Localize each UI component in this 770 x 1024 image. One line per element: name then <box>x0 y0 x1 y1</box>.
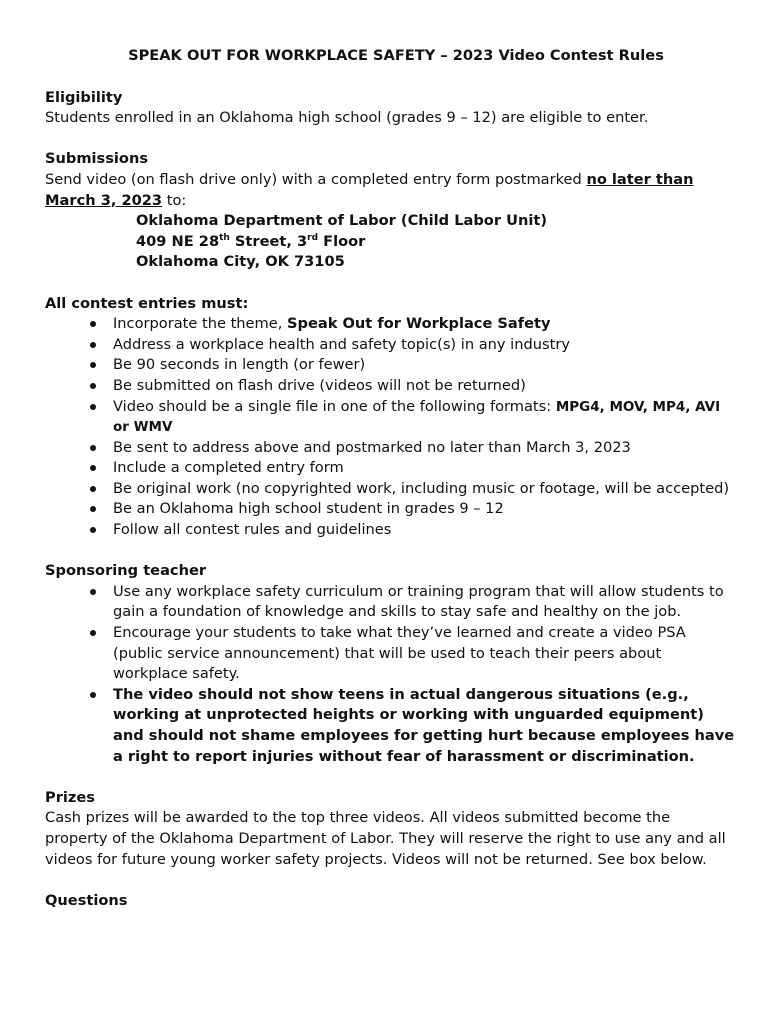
teacher-list <box>45 582 735 767</box>
list-item: Follow all contest rules and guidelines <box>113 520 735 541</box>
document-title: SPEAK OUT FOR WORKPLACE SAFETY – 2023 Video Contest Rules <box>128 47 664 64</box>
address-line-1: Oklahoma Department of Labor (Child Labor Unit) <box>136 212 547 230</box>
address-line-3: Oklahoma City, OK 73105 <box>136 253 345 271</box>
entries-list <box>45 314 735 541</box>
submissions-text-before: Send video (on flash drive only) with a completed entry form postmarked <box>45 170 587 188</box>
list-item: Be an Oklahoma high school student in grades 9 – 12 <box>113 499 735 520</box>
list-item: Encourage your students to take what they’ve learned and create a video PSA (public service announcement) that will be used to teach their peers about workplace safety. <box>113 623 735 685</box>
list-item: Be sent to address above and postmarked no later than March 3, 2023 <box>113 438 735 459</box>
submissions-deadline: no later than March 3, 2023 <box>45 170 694 209</box>
questions-heading: Questions <box>45 891 128 909</box>
submissions-heading: Submissions <box>45 150 149 168</box>
prizes-text: Cash prizes will be awarded to the top three videos. All videos submitted become the property of the Oklahoma Department of Labor. They will reserve the right to use any and all videos for future young worker safety projects. Videos will not be returned. See box below. <box>45 809 726 868</box>
list-item: Include a completed entry form <box>113 458 735 479</box>
prizes-heading: Prizes <box>45 788 95 806</box>
submissions-text <box>45 170 735 211</box>
list-item: Incorporate the theme, Speak Out for Workplace Safety <box>113 314 735 335</box>
address-line-2: 409 NE 28th Street, 3rd Floor <box>136 232 366 250</box>
list-item: Be 90 seconds in length (or fewer) <box>113 355 735 376</box>
list-item: The video should not show teens in actual dangerous situations (e.g., working at unprotected heights or working with unguarded equipment) and should not shame employees for getting hurt because employees have a right to report injuries without fear of harassment or discrimination. <box>113 685 735 767</box>
eligibility-heading: Eligibility <box>45 88 123 106</box>
eligibility-text: Students enrolled in an Oklahoma high school (grades 9 – 12) are eligible to enter. <box>45 109 649 127</box>
entries-heading: All contest entries must: <box>45 294 249 312</box>
list-item: Be original work (no copyrighted work, including music or footage, will be accepted) <box>113 479 735 500</box>
teacher-heading: Sponsoring teacher <box>45 562 207 580</box>
list-item: Use any workplace safety curriculum or training program that will allow students to gain a foundation of knowledge and skills to stay safe and healthy on the job. <box>113 582 735 623</box>
document-page <box>45 46 735 911</box>
list-item: Be submitted on flash drive (videos will not be returned) <box>113 376 735 397</box>
submissions-text-after: to: <box>162 191 187 209</box>
list-item: Video should be a single file in one of the following formats: MPG4, MOV, MP4, AVI or WMV <box>113 397 735 438</box>
list-item: Address a workplace health and safety topic(s) in any industry <box>113 335 735 356</box>
